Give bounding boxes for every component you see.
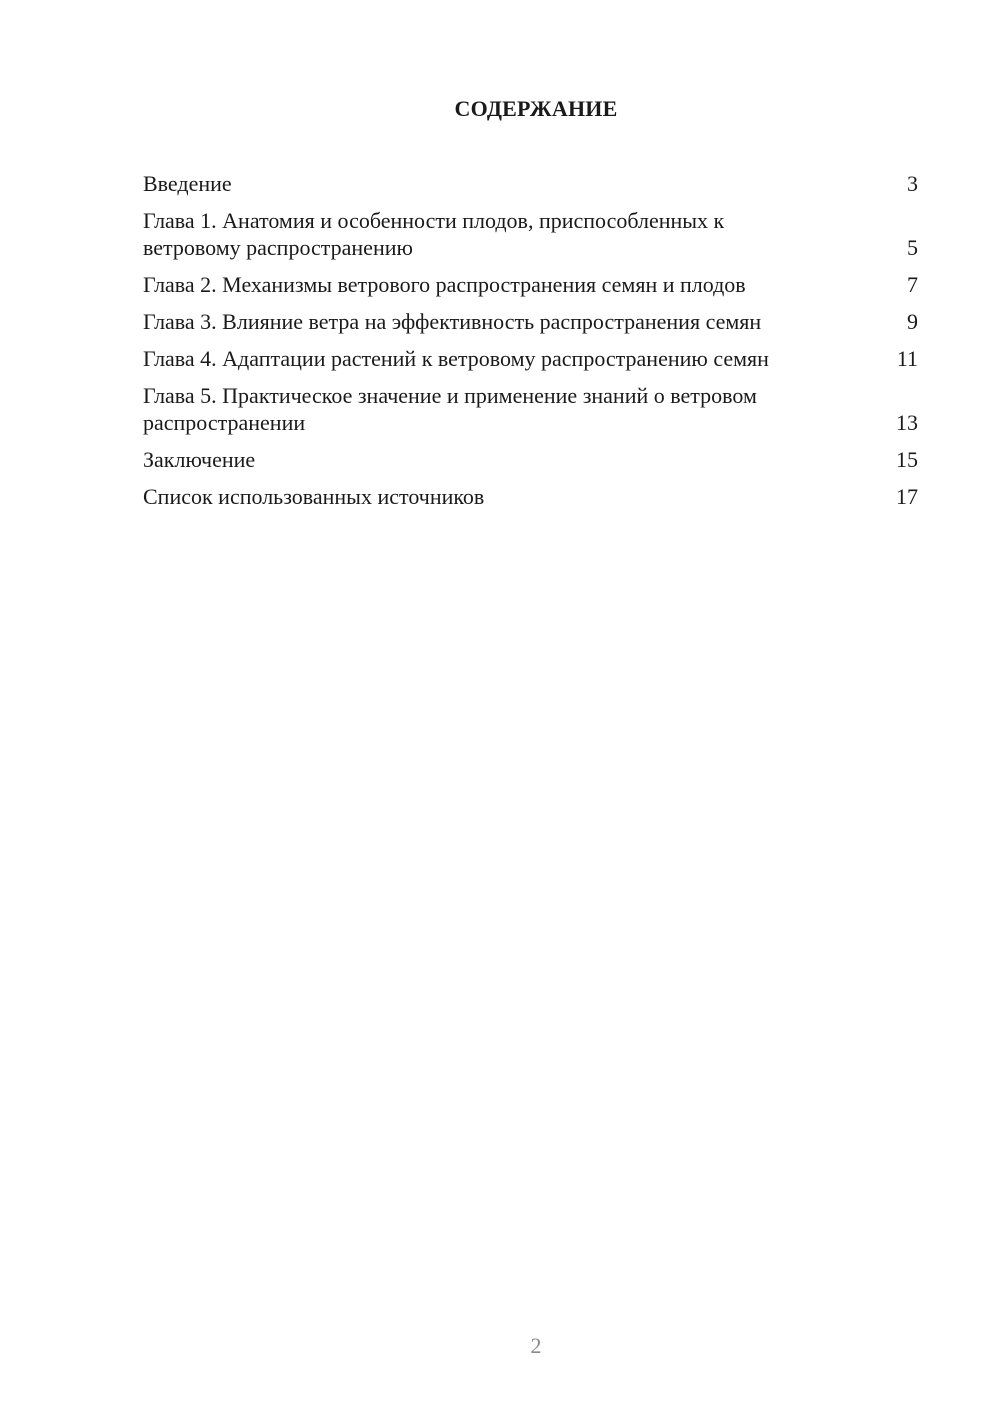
toc-entry-text: Глава 1. Анатомия и особенности плодов, приспособленных к ветровому распространению xyxy=(143,208,725,260)
toc-entry-text: Введение xyxy=(143,171,232,196)
toc-entry-page: 9 xyxy=(907,309,918,334)
toc-entry-chapter-5 xyxy=(143,382,918,436)
toc-entry-chapter-3 xyxy=(143,308,918,335)
toc-entry-introduction xyxy=(143,170,918,197)
toc-entry-chapter-2 xyxy=(143,271,918,298)
toc-entry-references xyxy=(143,483,918,510)
toc-entry-page: 17 xyxy=(896,484,918,509)
toc-entry-page: 5 xyxy=(907,235,918,260)
toc-list xyxy=(143,170,918,520)
toc-entry-text: Список использованных источников xyxy=(143,484,485,509)
toc-entry-page: 13 xyxy=(896,410,918,435)
toc-entry-text: Глава 4. Адаптации растений к ветровому распространению семян xyxy=(143,346,769,371)
toc-entry-page: 3 xyxy=(907,171,918,196)
toc-entry-text: Заключение xyxy=(143,447,256,472)
toc-entry-chapter-4 xyxy=(143,345,918,372)
toc-entry-text: Глава 2. Механизмы ветрового распространения семян и плодов xyxy=(143,272,746,297)
toc-entry-text: Глава 5. Практическое значение и применение знаний о ветровом распространении xyxy=(143,383,757,435)
toc-entry-conclusion xyxy=(143,446,918,473)
toc-entry-text: Глава 3. Влияние ветра на эффективность распространения семян xyxy=(143,309,762,334)
toc-title: СОДЕРЖАНИЕ xyxy=(454,96,618,121)
toc-entry-page: 15 xyxy=(896,447,918,472)
toc-entry-page: 11 xyxy=(896,346,918,371)
toc-entry-chapter-1 xyxy=(143,207,918,261)
toc-entry-page: 7 xyxy=(907,272,918,297)
page-number: 2 xyxy=(530,1333,542,1358)
